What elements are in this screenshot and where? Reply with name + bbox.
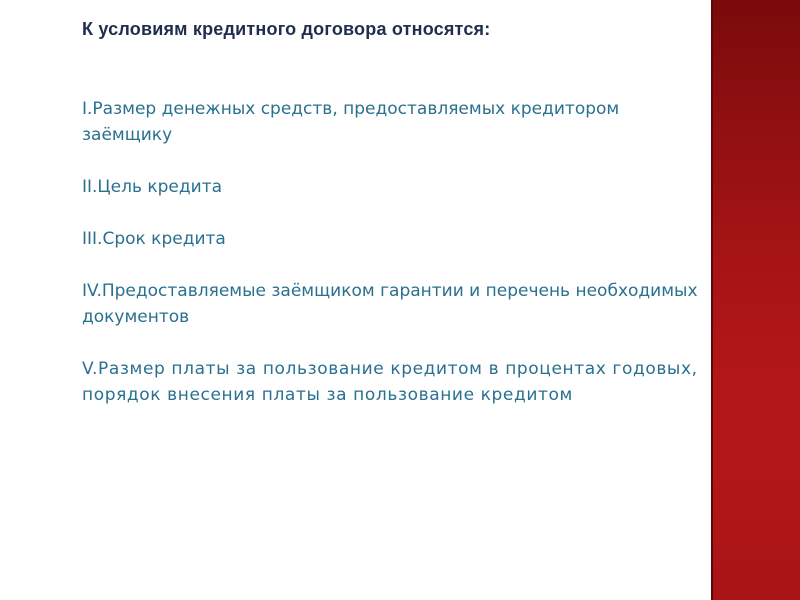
list-item: II.Цель кредита	[82, 177, 223, 197]
list-item: III.Срок кредита	[82, 229, 226, 249]
slide-title: К условиям кредитного договора относятся:	[82, 19, 491, 39]
conditions-list	[82, 96, 702, 434]
decorative-side-band	[711, 0, 800, 600]
list-item: V.Размер платы за пользование кредитом в процентах годовых, порядок внесения платы за пользование кредитом	[82, 359, 698, 405]
list-item: IV.Предоставляемые заёмщиком гарантии и перечень необходимых документов	[82, 281, 698, 327]
list-item: I.Размер денежных средств, предоставляемых кредитором заёмщику	[82, 99, 620, 145]
